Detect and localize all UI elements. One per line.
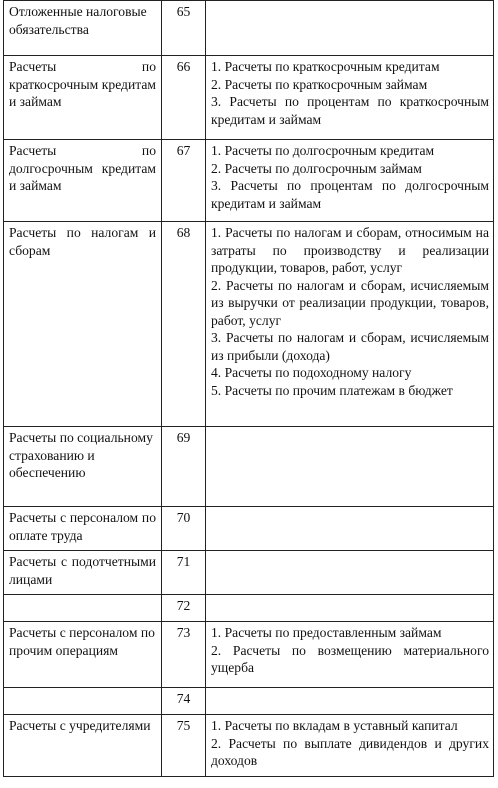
subaccounts-cell	[206, 622, 494, 688]
subaccounts-cell	[206, 507, 494, 551]
table-row	[4, 688, 494, 715]
account-name: Расчеты с подотчетными лицами	[9, 554, 156, 587]
table-row	[4, 56, 494, 140]
account-code-cell	[162, 507, 206, 551]
subaccounts-cell	[206, 688, 494, 715]
account-name-cell	[4, 688, 162, 715]
account-code-cell	[162, 56, 206, 140]
account-name: Расчеты по социальному страхованию и обеспечению	[9, 430, 153, 480]
subaccount-item: 1. Расчеты по вкладам в уставный капитал	[211, 718, 458, 733]
account-name-cell	[4, 507, 162, 551]
table-row	[4, 622, 494, 688]
account-name: Расчеты с персоналом по прочим операциям	[9, 625, 155, 658]
account-name: Расчеты по налогам и сборам	[9, 225, 156, 258]
account-code: 66	[176, 59, 191, 74]
table-row	[4, 715, 494, 777]
account-name-cell	[4, 56, 162, 140]
account-name-cell	[4, 622, 162, 688]
subaccount-item: 3. Расчеты по процентам по долгосрочным кредитам и займам	[211, 178, 489, 211]
subaccounts-cell	[206, 140, 494, 222]
subaccount-item: 4. Расчеты по подоходному налогу	[211, 365, 412, 380]
subaccount-item: 1. Расчеты по предоставленным займам	[211, 625, 442, 640]
account-code: 71	[176, 554, 191, 569]
subaccounts-cell	[206, 715, 494, 777]
account-code: 67	[176, 143, 191, 158]
table-row	[4, 222, 494, 427]
subaccounts-cell	[206, 1, 494, 56]
subaccount-item: 2. Расчеты по налогам и сборам, исчисляемым из выручки от реализации продукции, товаров, работ, услуг	[211, 277, 489, 328]
account-code: 74	[176, 691, 191, 706]
table-row	[4, 551, 494, 595]
account-name: Отложенные налоговые обязательства	[9, 4, 147, 37]
account-name: Расчеты с учредителями	[9, 718, 151, 733]
account-code-cell	[162, 222, 206, 427]
account-code: 68	[176, 225, 191, 240]
account-name: Расчеты по долгосрочным кредитам и займам	[9, 143, 156, 193]
account-code-cell	[162, 622, 206, 688]
table-row	[4, 507, 494, 551]
subaccount-item: 1. Расчеты по долгосрочным кредитам	[211, 143, 435, 158]
account-code: 70	[176, 510, 191, 525]
table-row	[4, 140, 494, 222]
account-code-cell	[162, 140, 206, 222]
subaccount-item: 2. Расчеты по долгосрочным займам	[211, 160, 422, 176]
account-code-cell	[162, 595, 206, 622]
subaccounts-cell	[206, 427, 494, 507]
subaccount-item: 5. Расчеты по прочим платежам в бюджет	[211, 382, 453, 398]
account-name-cell	[4, 551, 162, 595]
account-code: 65	[176, 4, 191, 19]
account-name: Расчеты с персоналом по оплате труда	[9, 510, 156, 543]
table-row	[4, 595, 494, 622]
account-code: 73	[176, 625, 191, 640]
subaccounts-cell	[206, 222, 494, 427]
subaccount-item: 1. Расчеты по налогам и сборам, относимым на затраты по производству и реализации продукции, товаров, работ, услуг	[211, 225, 489, 275]
account-code-cell	[162, 427, 206, 507]
account-name-cell	[4, 140, 162, 222]
subaccounts-cell	[206, 595, 494, 622]
account-code-cell	[162, 715, 206, 777]
account-name: Расчеты по краткосрочным кредитам и займам	[9, 59, 156, 109]
chart-of-accounts-table	[3, 0, 494, 777]
account-code: 72	[176, 598, 191, 613]
account-name-cell	[4, 1, 162, 56]
subaccount-item: 2. Расчеты по краткосрочным займам	[211, 76, 428, 92]
account-code-cell	[162, 1, 206, 56]
account-code: 69	[176, 430, 191, 445]
account-code-cell	[162, 551, 206, 595]
account-code-cell	[162, 688, 206, 715]
subaccount-item: 2. Расчеты по возмещению материального ущерба	[211, 642, 489, 675]
subaccounts-cell	[206, 56, 494, 140]
table-row	[4, 427, 494, 507]
table-row	[4, 1, 494, 56]
subaccount-item: 2. Расчеты по выплате дивидендов и других доходов	[211, 735, 489, 768]
subaccount-item: 3. Расчеты по процентам по краткосрочным кредитам и займам	[211, 94, 489, 127]
account-code: 75	[176, 718, 191, 733]
account-name-cell	[4, 595, 162, 622]
subaccounts-cell	[206, 551, 494, 595]
subaccount-item: 1. Расчеты по краткосрочным кредитам	[211, 59, 440, 74]
account-name-cell	[4, 222, 162, 427]
account-name-cell	[4, 715, 162, 777]
account-name-cell	[4, 427, 162, 507]
subaccount-item: 3. Расчеты по налогам и сборам, исчисляемым из прибыли (дохода)	[211, 330, 489, 363]
